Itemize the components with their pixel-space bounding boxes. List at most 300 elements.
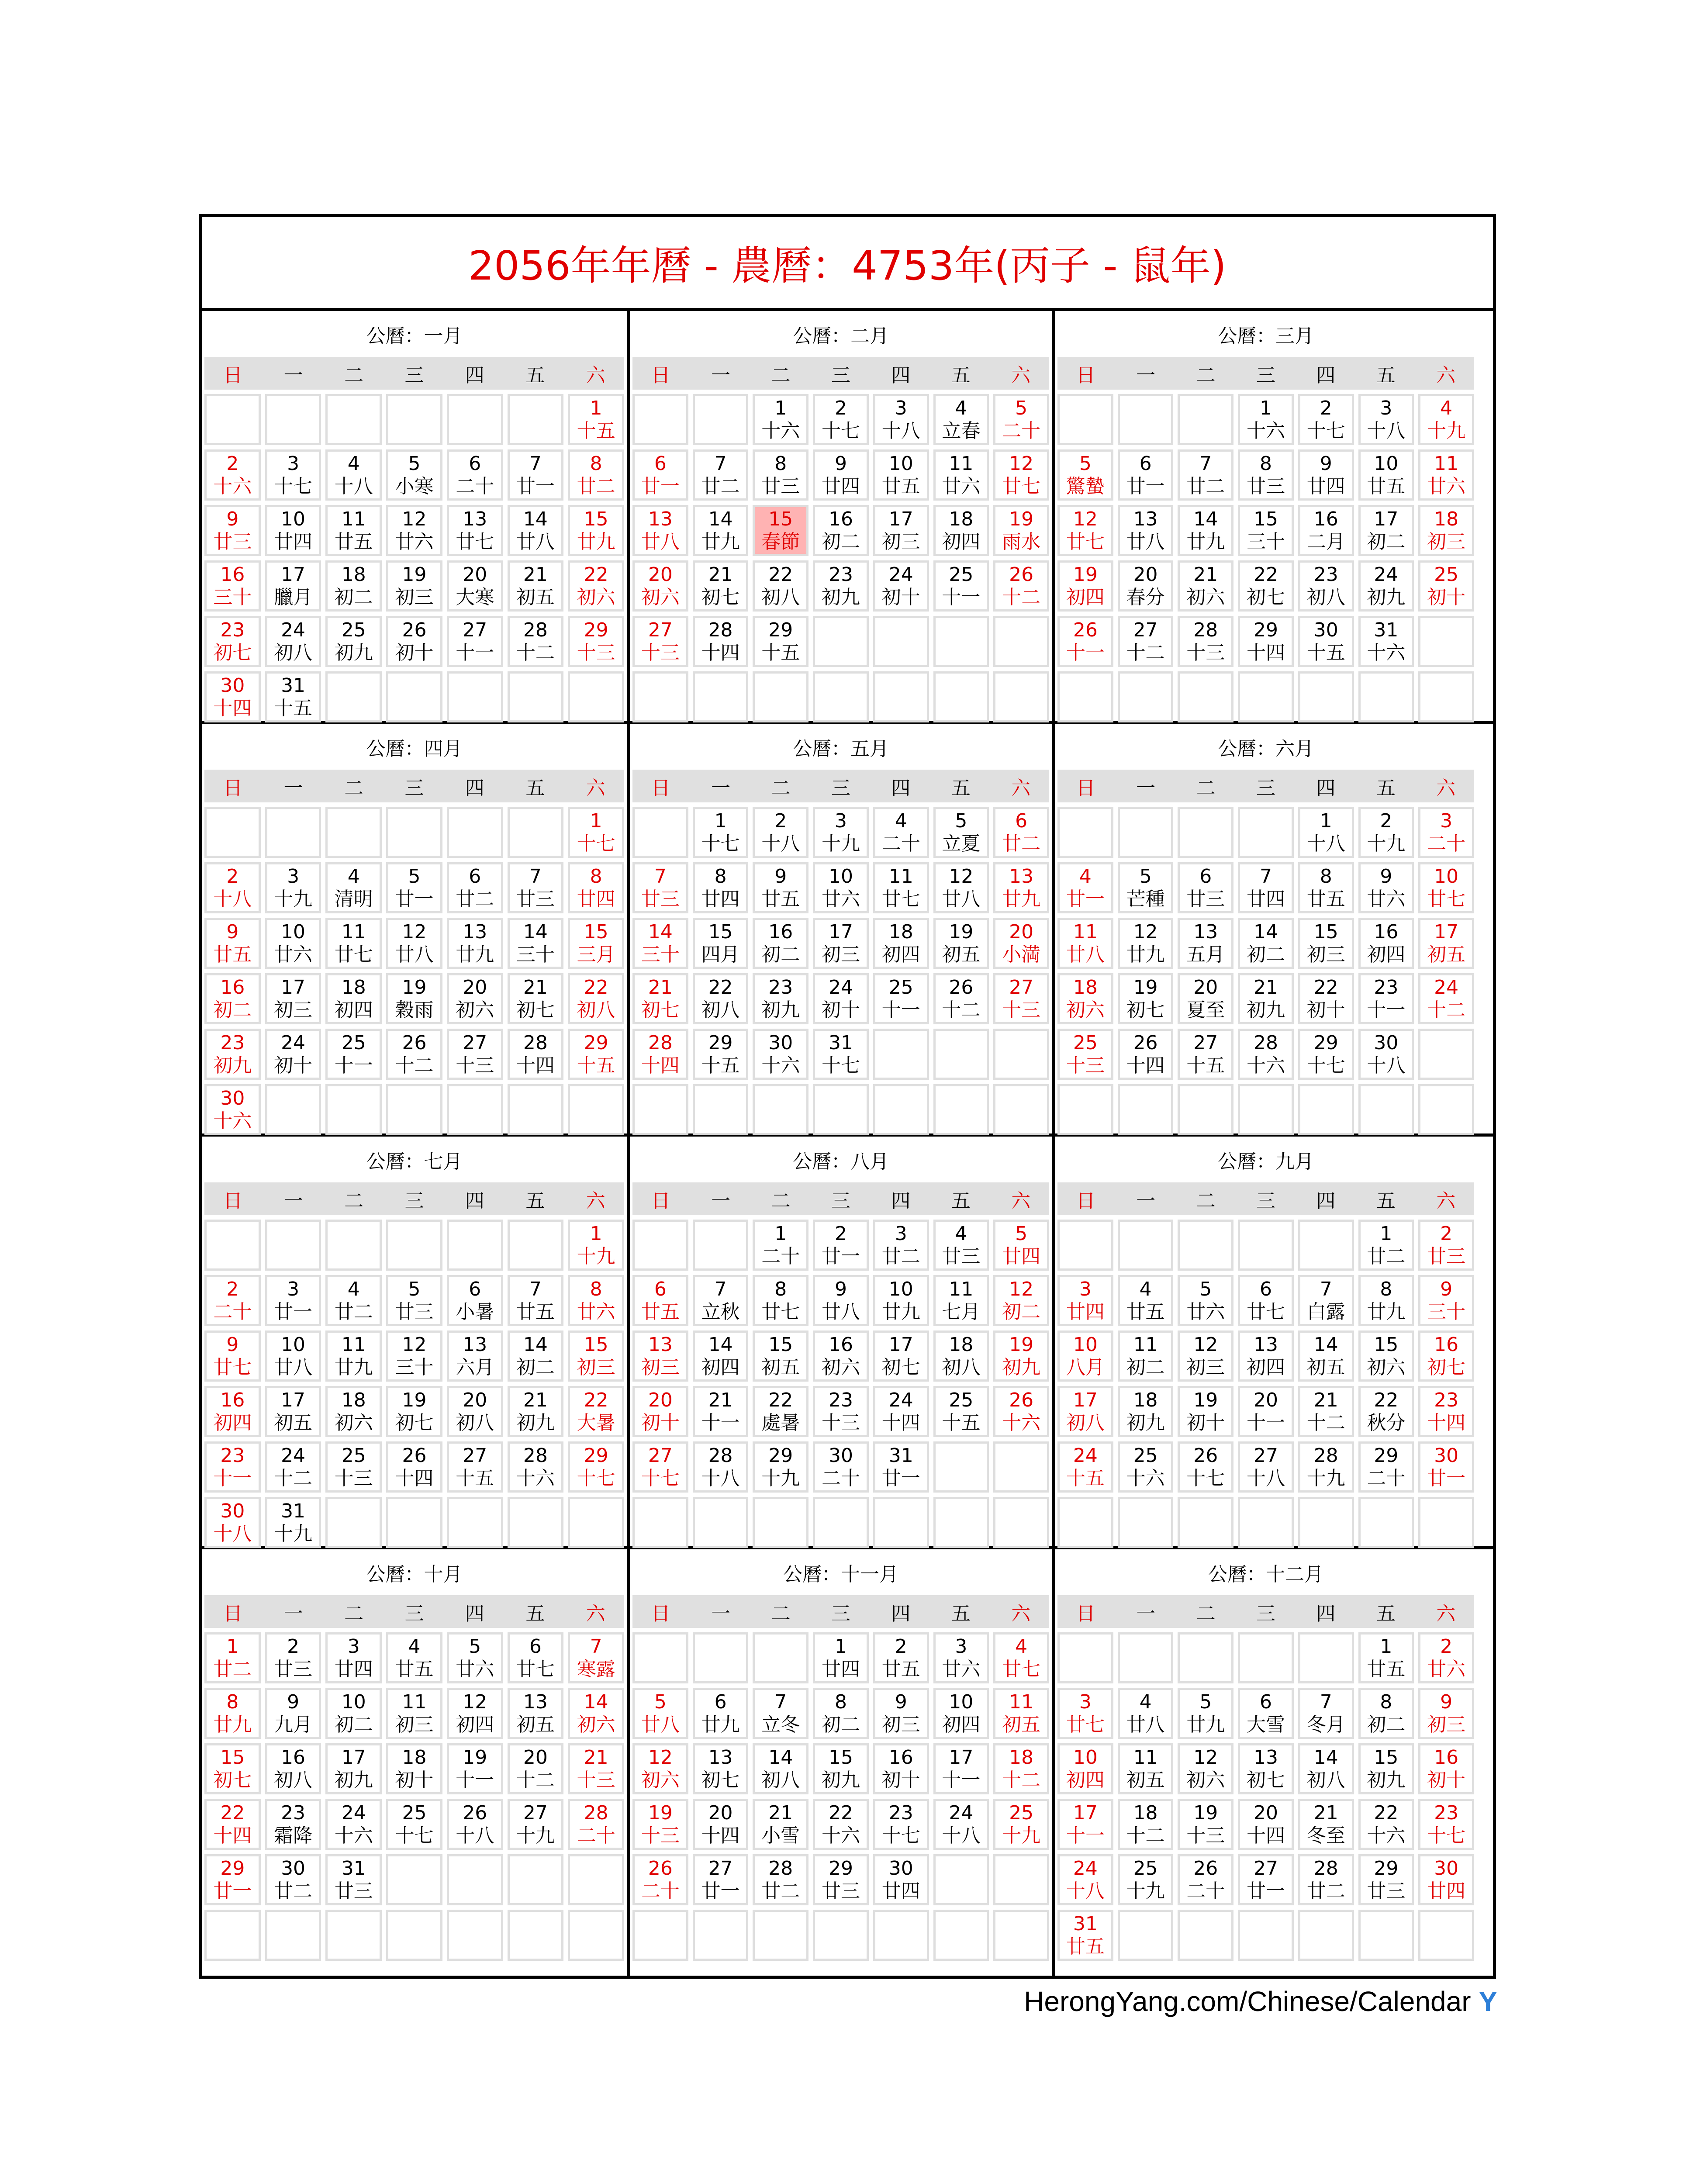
day-cell xyxy=(204,1330,261,1382)
day-number: 30 xyxy=(281,1857,306,1880)
day-number: 14 xyxy=(708,1333,733,1356)
lunar-date: 十四 xyxy=(701,641,740,664)
empty-cell xyxy=(993,1029,1049,1080)
day-cell xyxy=(753,1029,808,1080)
lunar-date: 十九 xyxy=(274,1522,313,1545)
empty-cell xyxy=(1418,671,1474,722)
lunar-date: 廿一 xyxy=(641,475,680,498)
day-number: 28 xyxy=(523,1031,548,1054)
day-cell xyxy=(1418,1743,1474,1794)
lunar-date: 廿九 xyxy=(1367,1300,1406,1323)
lunar-date: 初十 xyxy=(1427,1769,1466,1791)
day-number: 22 xyxy=(1253,563,1278,586)
day-number: 10 xyxy=(1073,1333,1098,1356)
lunar-date: 廿三 xyxy=(274,1658,313,1680)
day-number: 9 xyxy=(834,452,847,475)
day-cell xyxy=(693,918,749,969)
day-number: 16 xyxy=(1434,1746,1459,1769)
day-number: 5 xyxy=(469,1635,481,1658)
day-number: 27 xyxy=(1193,1031,1218,1054)
day-number: 28 xyxy=(1253,1031,1278,1054)
day-cell xyxy=(1238,1799,1294,1850)
lunar-date: 十七 xyxy=(1186,1467,1225,1489)
lunar-date: 三月 xyxy=(577,943,615,966)
lunar-date: 廿七 xyxy=(1427,888,1466,910)
empty-cell xyxy=(693,1497,749,1548)
empty-cell xyxy=(447,671,503,722)
day-number: 17 xyxy=(1073,1801,1098,1824)
lunar-date: 初二 xyxy=(1002,1300,1041,1323)
lunar-date: 初七 xyxy=(1246,1769,1285,1791)
day-cell xyxy=(1178,1799,1233,1850)
day-number: 2 xyxy=(774,809,787,832)
lunar-date: 初九 xyxy=(1002,1356,1041,1379)
day-number: 30 xyxy=(768,1031,793,1054)
day-number: 21 xyxy=(523,563,548,586)
empty-cell xyxy=(632,1497,688,1548)
empty-cell xyxy=(753,1632,808,1683)
day-number: 27 xyxy=(463,1031,487,1054)
lunar-date: 廿五 xyxy=(516,1300,555,1323)
day-cell xyxy=(447,862,503,913)
day-number: 25 xyxy=(1009,1801,1034,1824)
day-cell xyxy=(933,1799,989,1850)
day-cell xyxy=(813,1688,869,1739)
day-number: 7 xyxy=(1199,452,1212,475)
day-number: 10 xyxy=(281,508,306,530)
lunar-date: 初九 xyxy=(1126,1411,1165,1434)
day-number: 20 xyxy=(648,1389,673,1411)
lunar-date: 廿四 xyxy=(577,888,615,910)
weekday-label: 一 xyxy=(283,1602,303,1625)
day-number: 9 xyxy=(287,1690,300,1713)
day-number: 19 xyxy=(402,976,427,999)
lunar-date: 十三 xyxy=(821,1411,860,1434)
day-number: 30 xyxy=(220,1087,245,1109)
day-number: 23 xyxy=(220,1031,245,1054)
day-cell xyxy=(265,671,321,722)
lunar-date: 初二 xyxy=(1367,530,1406,553)
lunar-date: 立春 xyxy=(942,419,981,442)
lunar-date: 初七 xyxy=(701,1769,740,1791)
lunar-date: 廿九 xyxy=(1186,530,1225,553)
lunar-date: 八月 xyxy=(1066,1356,1105,1379)
lunar-date: 二十 xyxy=(213,1300,252,1323)
lunar-date: 二十 xyxy=(641,1880,680,1902)
day-cell xyxy=(753,394,808,445)
day-number: 14 xyxy=(523,508,548,530)
lunar-date: 十七 xyxy=(577,832,615,855)
day-number: 16 xyxy=(1434,1333,1459,1356)
day-cell xyxy=(1358,973,1414,1024)
day-cell xyxy=(1298,1799,1354,1850)
day-cell xyxy=(753,449,808,501)
day-number: 9 xyxy=(226,920,239,943)
day-cell xyxy=(632,449,688,501)
day-number: 27 xyxy=(1253,1857,1278,1880)
day-cell xyxy=(1418,918,1474,969)
lunar-date: 初二 xyxy=(1367,1713,1406,1736)
day-number: 17 xyxy=(1434,920,1459,943)
day-number: 6 xyxy=(469,452,481,475)
day-number: 18 xyxy=(341,1389,366,1411)
lunar-date: 廿一 xyxy=(821,1245,860,1268)
day-cell xyxy=(753,616,808,667)
day-cell xyxy=(632,973,688,1024)
day-number: 18 xyxy=(1073,976,1098,999)
day-cell xyxy=(1358,449,1414,501)
lunar-date: 十九 xyxy=(1427,419,1466,442)
lunar-date: 二十 xyxy=(1186,1880,1225,1902)
empty-cell xyxy=(508,807,564,858)
day-cell xyxy=(325,918,382,969)
day-number: 13 xyxy=(1193,920,1218,943)
empty-cell xyxy=(1418,1029,1474,1080)
empty-cell xyxy=(632,394,688,445)
day-grid xyxy=(1057,807,1474,1135)
weekday-label: 四 xyxy=(1316,364,1336,387)
lunar-date: 初四 xyxy=(334,999,373,1021)
day-number: 1 xyxy=(1380,1635,1392,1658)
lunar-date: 十一 xyxy=(456,641,494,664)
day-cell xyxy=(933,1220,989,1271)
day-cell xyxy=(265,973,321,1024)
lunar-date: 十二 xyxy=(1002,586,1041,608)
empty-cell xyxy=(933,1497,989,1548)
lunar-date: 廿六 xyxy=(821,888,860,910)
day-number: 29 xyxy=(220,1857,245,1880)
day-number: 21 xyxy=(1313,1801,1338,1824)
day-cell xyxy=(873,560,929,612)
day-cell xyxy=(693,560,749,612)
day-grid xyxy=(1057,1632,1474,1961)
day-number: 11 xyxy=(1434,452,1459,475)
lunar-date: 十七 xyxy=(577,1467,615,1489)
day-cell xyxy=(813,1743,869,1794)
day-number: 18 xyxy=(949,1333,974,1356)
day-cell xyxy=(508,616,564,667)
empty-cell xyxy=(265,1084,321,1135)
lunar-date: 廿八 xyxy=(942,888,981,910)
empty-cell xyxy=(1358,1084,1414,1135)
lunar-date: 初九 xyxy=(1367,586,1406,608)
lunar-date: 廿六 xyxy=(1427,475,1466,498)
empty-cell xyxy=(1418,1497,1474,1548)
lunar-date: 初六 xyxy=(641,1769,680,1791)
lunar-date: 十五 xyxy=(761,641,800,664)
day-grid xyxy=(204,807,624,1135)
day-number: 7 xyxy=(529,1278,542,1300)
day-cell xyxy=(204,1799,261,1850)
day-cell xyxy=(447,560,503,612)
lunar-date: 廿三 xyxy=(942,1245,981,1268)
day-number: 8 xyxy=(1380,1278,1392,1300)
empty-cell xyxy=(265,394,321,445)
day-cell xyxy=(1057,505,1113,556)
empty-cell xyxy=(993,1084,1049,1135)
day-cell xyxy=(204,1386,261,1437)
empty-cell xyxy=(1118,1084,1174,1135)
lunar-date: 廿四 xyxy=(1427,1880,1466,1902)
day-cell xyxy=(1118,1330,1174,1382)
day-cell xyxy=(265,616,321,667)
weekday-label: 日 xyxy=(223,777,243,799)
day-grid xyxy=(1057,1220,1474,1548)
day-cell xyxy=(693,449,749,501)
day-number: 16 xyxy=(1313,508,1338,530)
day-number: 28 xyxy=(523,1444,548,1467)
day-number: 10 xyxy=(888,452,913,475)
day-number: 28 xyxy=(584,1801,608,1824)
day-cell xyxy=(204,1632,261,1683)
lunar-date: 十四 xyxy=(1246,1824,1285,1847)
day-number: 19 xyxy=(463,1746,487,1769)
day-number: 3 xyxy=(834,809,847,832)
day-grid xyxy=(204,394,624,722)
empty-cell xyxy=(813,1084,869,1135)
empty-cell xyxy=(447,1497,503,1548)
day-number: 22 xyxy=(1374,1389,1399,1411)
weekday-label: 六 xyxy=(1011,1602,1031,1625)
lunar-date: 五月 xyxy=(1186,943,1225,966)
day-cell xyxy=(265,449,321,501)
day-number: 12 xyxy=(949,865,974,888)
day-number: 13 xyxy=(1009,865,1034,888)
day-number: 19 xyxy=(1193,1801,1218,1824)
lunar-date: 初四 xyxy=(942,1713,981,1736)
empty-cell xyxy=(447,1220,503,1271)
day-cell xyxy=(568,1632,624,1683)
lunar-date: 十二 xyxy=(1002,1769,1041,1791)
lunar-date: 廿八 xyxy=(516,530,555,553)
lunar-date: 初八 xyxy=(701,999,740,1021)
weekday-label: 三 xyxy=(831,364,850,387)
lunar-date: 初八 xyxy=(1306,1769,1345,1791)
day-number: 23 xyxy=(1313,563,1338,586)
day-number: 25 xyxy=(341,1444,366,1467)
day-cell xyxy=(993,1330,1049,1382)
day-cell xyxy=(1118,918,1174,969)
lunar-date: 初三 xyxy=(1427,530,1466,553)
weekday-label: 一 xyxy=(1136,1189,1156,1212)
weekday-label: 五 xyxy=(951,1602,971,1625)
day-number: 2 xyxy=(226,865,239,888)
empty-cell xyxy=(1298,1084,1354,1135)
footer-text: HerongYang.com/Chinese/Calendar xyxy=(1024,1986,1471,2017)
day-number: 25 xyxy=(949,563,974,586)
lunar-date: 廿八 xyxy=(641,1713,680,1736)
day-number: 21 xyxy=(1193,563,1218,586)
day-cell xyxy=(386,973,442,1024)
empty-cell xyxy=(447,394,503,445)
day-cell xyxy=(325,1854,382,1905)
empty-cell xyxy=(1178,1084,1233,1135)
empty-cell xyxy=(204,807,261,858)
lunar-date: 十二 xyxy=(1427,999,1466,1021)
day-number: 11 xyxy=(341,1333,366,1356)
day-number: 30 xyxy=(888,1857,913,1880)
day-cell xyxy=(508,862,564,913)
lunar-date: 臘月 xyxy=(274,586,313,608)
day-cell xyxy=(1057,1910,1113,1961)
day-number: 4 xyxy=(1139,1690,1152,1713)
day-number: 29 xyxy=(584,1031,608,1054)
lunar-date: 十六 xyxy=(1246,419,1285,442)
weekday-label: 五 xyxy=(525,1189,545,1212)
empty-cell xyxy=(508,1084,564,1135)
empty-cell xyxy=(265,1910,321,1961)
day-cell xyxy=(447,1441,503,1493)
day-cell xyxy=(386,1799,442,1850)
day-number: 19 xyxy=(949,920,974,943)
lunar-date: 初十 xyxy=(395,1769,434,1791)
lunar-date: 十一 xyxy=(213,1467,252,1489)
day-number: 8 xyxy=(774,452,787,475)
day-number: 31 xyxy=(1073,1912,1098,1935)
empty-cell xyxy=(447,1854,503,1905)
lunar-date: 廿二 xyxy=(456,888,494,910)
day-cell xyxy=(1057,1854,1113,1905)
day-number: 24 xyxy=(1434,976,1459,999)
day-cell xyxy=(993,1386,1049,1437)
day-number: 29 xyxy=(584,619,608,641)
lunar-date: 十一 xyxy=(1246,1411,1285,1434)
lunar-date: 十五 xyxy=(1306,641,1345,664)
day-cell xyxy=(753,1220,808,1271)
empty-cell xyxy=(933,1441,989,1493)
month-name: 公曆：五月 xyxy=(793,737,889,760)
day-number: 13 xyxy=(1253,1333,1278,1356)
lunar-date: 廿二 xyxy=(701,475,740,498)
empty-cell xyxy=(693,671,749,722)
lunar-date: 初七 xyxy=(213,641,252,664)
month-name: 公曆：九月 xyxy=(1218,1150,1314,1173)
day-cell xyxy=(568,1275,624,1326)
day-number: 22 xyxy=(768,1389,793,1411)
day-number: 31 xyxy=(888,1444,913,1467)
day-number: 2 xyxy=(287,1635,300,1658)
lunar-date: 二十 xyxy=(761,1245,800,1268)
day-cell xyxy=(993,449,1049,501)
day-cell xyxy=(1418,1632,1474,1683)
day-number: 15 xyxy=(768,508,793,530)
lunar-date: 初四 xyxy=(213,1411,252,1434)
day-cell xyxy=(753,505,808,556)
lunar-date: 廿四 xyxy=(1002,1245,1041,1268)
empty-cell xyxy=(1057,807,1113,858)
day-cell xyxy=(265,862,321,913)
day-cell xyxy=(386,560,442,612)
day-cell xyxy=(447,616,503,667)
day-grid xyxy=(204,1220,624,1548)
day-number: 17 xyxy=(281,976,306,999)
day-cell xyxy=(1238,449,1294,501)
empty-cell xyxy=(873,1910,929,1961)
lunar-date: 初六 xyxy=(577,586,615,608)
day-cell xyxy=(753,1441,808,1493)
lunar-date: 初四 xyxy=(456,1713,494,1736)
lunar-date: 十八 xyxy=(1367,1054,1406,1077)
day-number: 20 xyxy=(708,1801,733,1824)
empty-cell xyxy=(993,1441,1049,1493)
lunar-date: 四月 xyxy=(701,943,740,966)
empty-cell xyxy=(632,1910,688,1961)
empty-cell xyxy=(933,1854,989,1905)
day-number: 1 xyxy=(1380,1222,1392,1245)
empty-cell xyxy=(632,1220,688,1271)
day-number: 12 xyxy=(402,508,427,530)
day-number: 21 xyxy=(1253,976,1278,999)
day-cell xyxy=(265,1386,321,1437)
day-cell xyxy=(386,616,442,667)
empty-cell xyxy=(265,807,321,858)
day-cell xyxy=(813,560,869,612)
weekday-label: 四 xyxy=(1316,1189,1336,1212)
day-cell xyxy=(1238,1854,1294,1905)
day-cell xyxy=(813,1441,869,1493)
weekday-label: 四 xyxy=(465,1189,484,1212)
month-name: 公曆：三月 xyxy=(1218,325,1314,347)
day-cell xyxy=(1178,616,1233,667)
day-number: 5 xyxy=(1079,452,1092,475)
lunar-date: 廿三 xyxy=(395,1300,434,1323)
lunar-date: 十三 xyxy=(641,641,680,664)
lunar-date: 廿二 xyxy=(881,1245,920,1268)
day-cell xyxy=(933,1632,989,1683)
lunar-date: 十一 xyxy=(1066,641,1105,664)
day-cell xyxy=(813,1029,869,1080)
weekday-label: 五 xyxy=(1376,1602,1396,1625)
day-cell xyxy=(1178,1743,1233,1794)
day-number: 18 xyxy=(402,1746,427,1769)
day-number: 29 xyxy=(708,1031,733,1054)
day-cell xyxy=(325,1029,382,1080)
day-cell xyxy=(632,1688,688,1739)
lunar-date: 廿五 xyxy=(1066,1935,1105,1958)
lunar-date: 廿九 xyxy=(213,1713,252,1736)
day-number: 11 xyxy=(1009,1690,1034,1713)
lunar-date: 廿二 xyxy=(761,1880,800,1902)
lunar-date: 廿五 xyxy=(395,1658,434,1680)
lunar-date: 初十 xyxy=(395,641,434,664)
weekday-label: 日 xyxy=(651,364,670,387)
day-number: 23 xyxy=(220,1444,245,1467)
day-cell xyxy=(1057,1688,1113,1739)
lunar-date: 廿八 xyxy=(1126,530,1165,553)
lunar-date: 初十 xyxy=(641,1411,680,1434)
day-number: 2 xyxy=(226,452,239,475)
day-cell xyxy=(933,1330,989,1382)
weekday-label: 日 xyxy=(1076,777,1095,799)
empty-cell xyxy=(1238,1220,1294,1271)
lunar-date: 夏至 xyxy=(1186,999,1225,1021)
month-name: 公曆：十一月 xyxy=(783,1563,898,1586)
weekday-label: 三 xyxy=(1256,364,1275,387)
lunar-date: 十七 xyxy=(881,1824,920,1847)
day-number: 7 xyxy=(714,1278,727,1300)
empty-cell xyxy=(1118,1220,1174,1271)
day-cell xyxy=(632,1029,688,1080)
lunar-date: 十一 xyxy=(942,586,981,608)
lunar-date: 初五 xyxy=(1002,1713,1041,1736)
day-number: 22 xyxy=(1313,976,1338,999)
lunar-date: 廿三 xyxy=(1427,1245,1466,1268)
weekday-header xyxy=(204,1182,624,1215)
day-cell xyxy=(933,560,989,612)
day-cell xyxy=(1178,1441,1233,1493)
empty-cell xyxy=(1118,807,1174,858)
weekday-label: 日 xyxy=(223,1602,243,1625)
